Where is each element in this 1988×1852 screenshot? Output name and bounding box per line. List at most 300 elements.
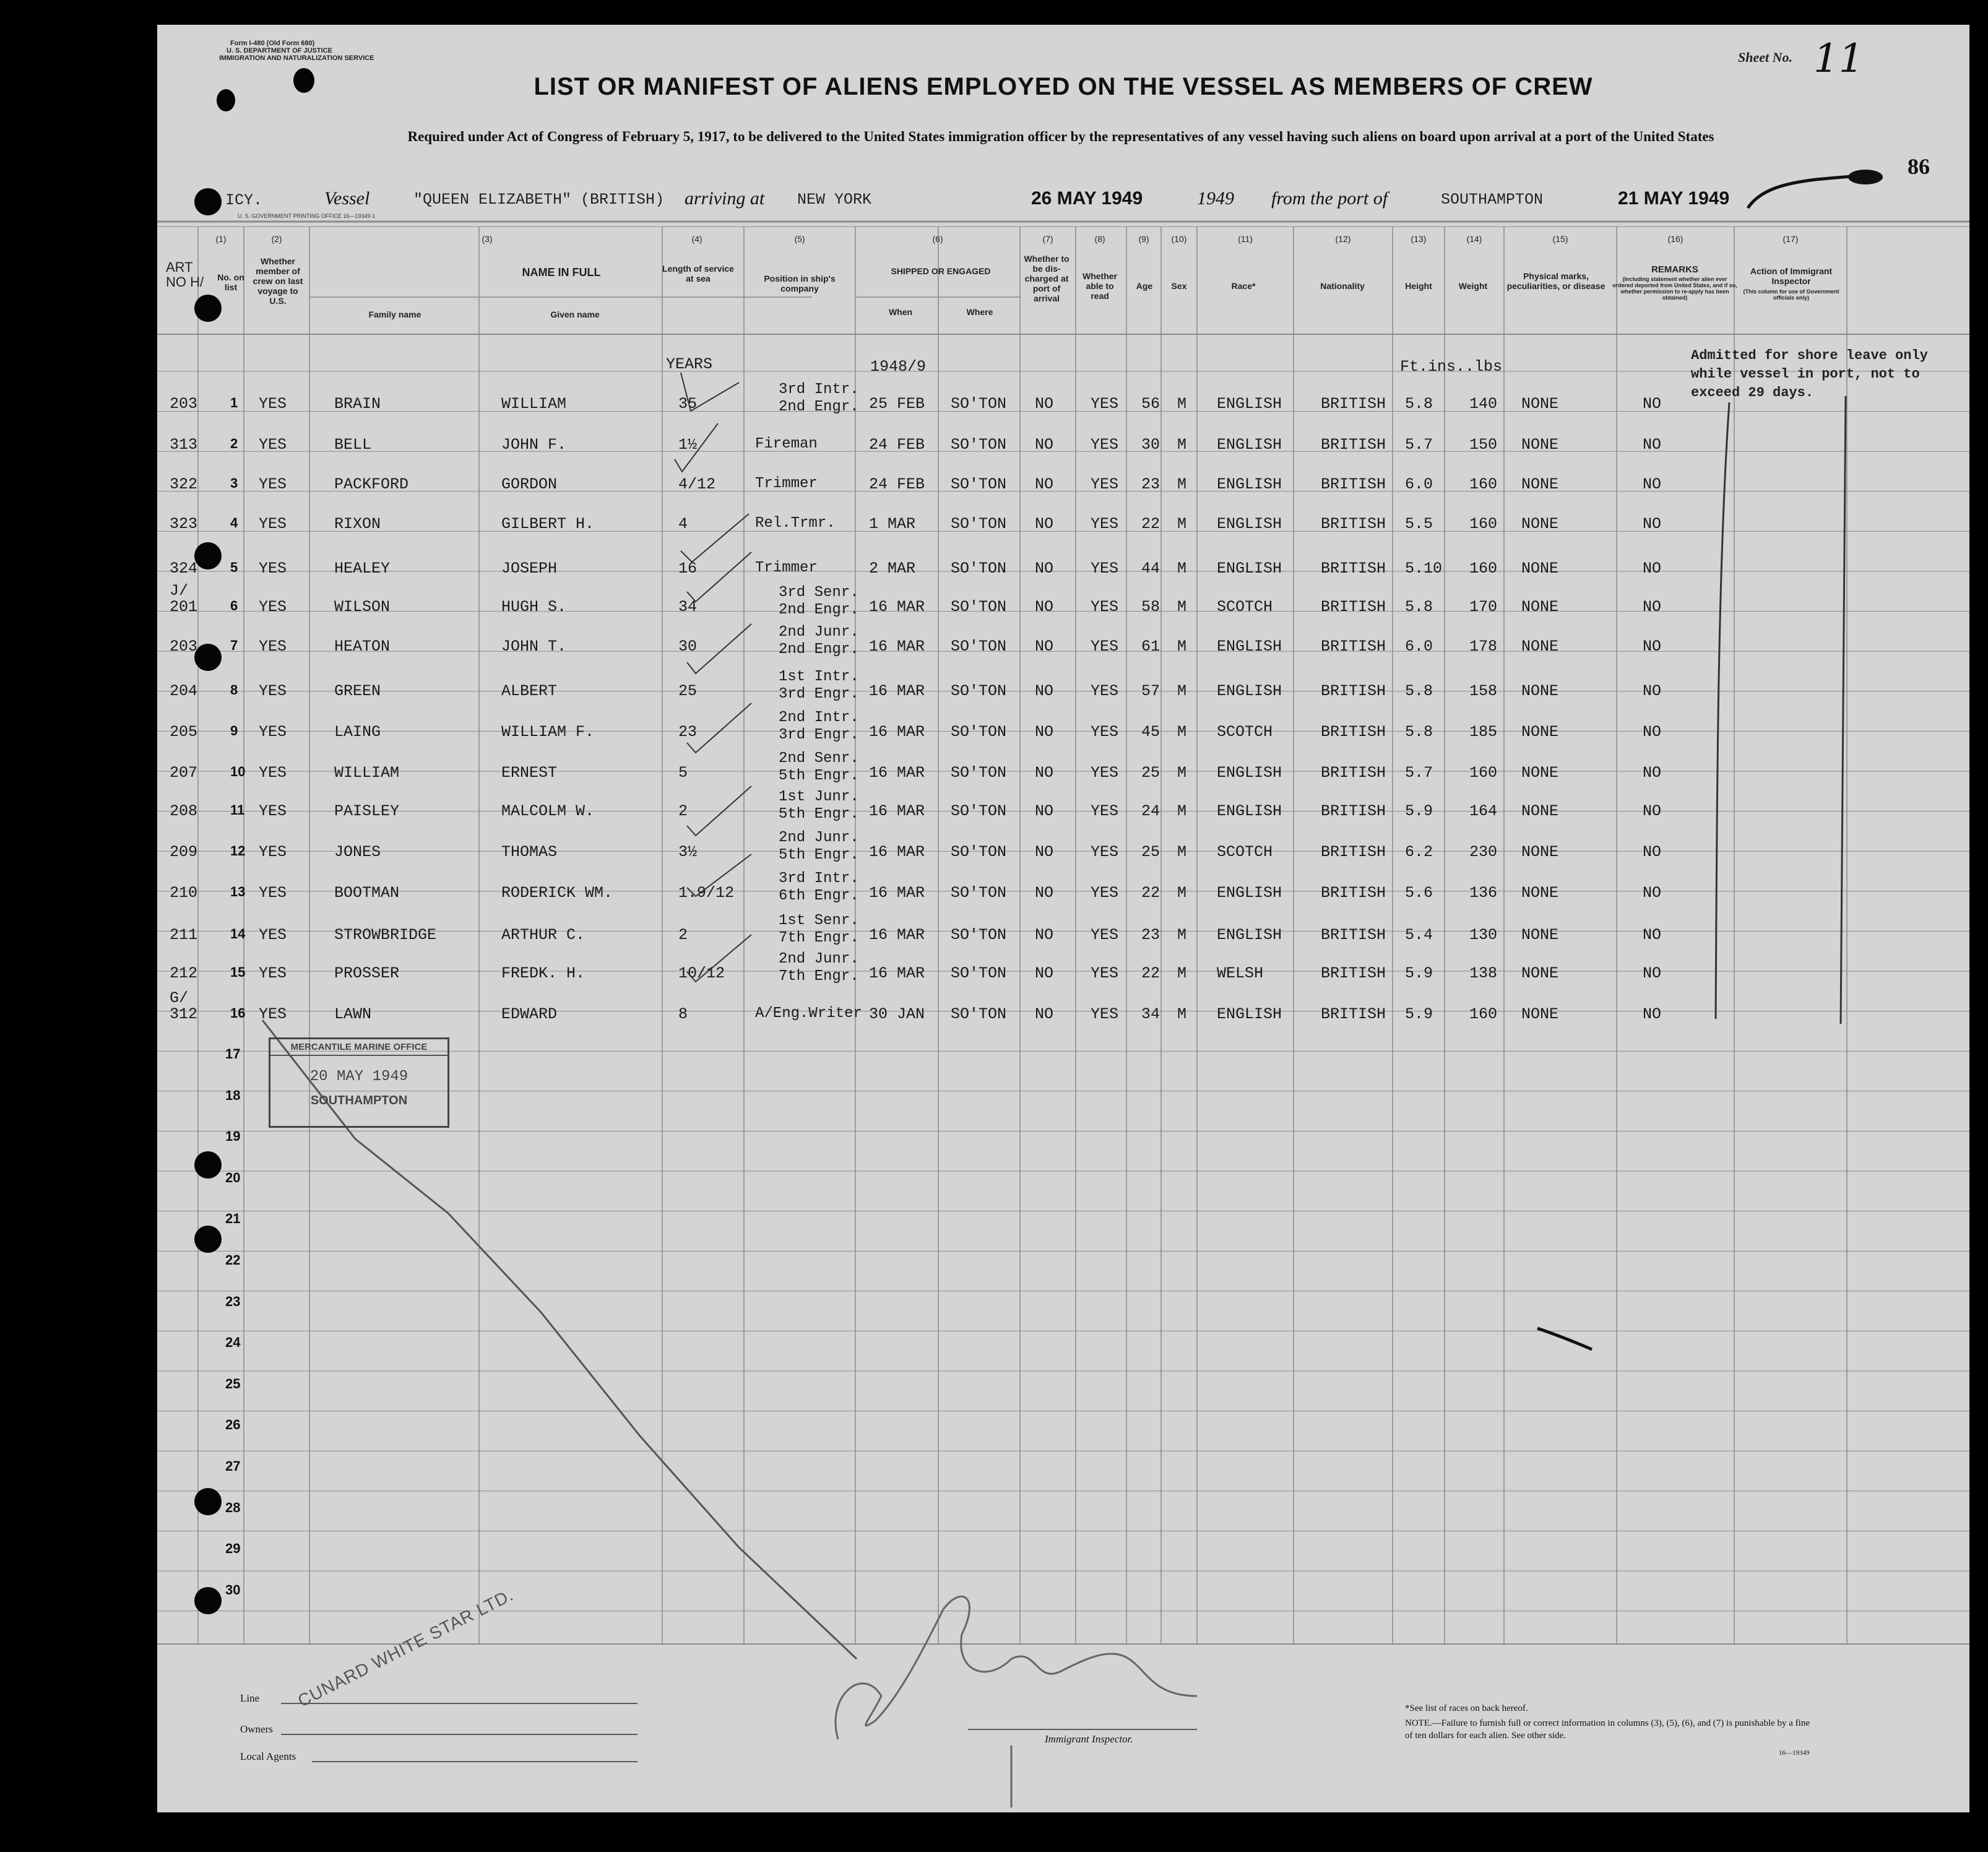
art-header: ART NO H/ — [166, 259, 204, 290]
printing-note: U. S. GOVERNMENT PRINTING OFFICE 16—19349-1 — [238, 213, 376, 219]
member-last-voyage: YES — [259, 560, 287, 578]
member-last-voyage: YES — [259, 395, 287, 413]
service-length: 25 — [678, 682, 698, 700]
list-number: 3 — [230, 475, 238, 491]
family-name: JONES — [334, 843, 381, 861]
remarks: NO — [1643, 843, 1662, 861]
shipped-when: 30 JAN — [869, 1005, 925, 1023]
discharged: NO — [1035, 884, 1054, 902]
height: 5.8 — [1405, 723, 1433, 741]
art-number: 208 — [170, 802, 198, 820]
footer-lines — [157, 25, 1969, 1812]
year-label: 1949 — [1197, 188, 1234, 209]
height: 6.0 — [1405, 475, 1433, 493]
column-number: (12) — [1335, 234, 1351, 244]
list-number: 13 — [230, 884, 246, 899]
position-line: 2nd Intr. — [779, 709, 859, 726]
family-name: PROSSER — [334, 964, 400, 982]
given-name: MALCOLM W. — [501, 802, 595, 820]
action-subheader: (This column for use of Government officials only) — [1743, 288, 1839, 301]
penalty-note: NOTE.—Failure to furnish full or correct information in columns (3), (5), (6), and (7) is punishable by a fine of ten dollars for each alien. See other side. — [1405, 1718, 1810, 1741]
nationality: BRITISH — [1321, 802, 1386, 820]
position-line: 5th Engr. — [779, 768, 859, 784]
nationality: BRITISH — [1321, 598, 1386, 616]
height: 5.4 — [1405, 926, 1433, 944]
position-line: 1st Intr. — [779, 669, 859, 685]
discharged: NO — [1035, 764, 1054, 782]
height: 5.8 — [1405, 598, 1433, 616]
list-number: 10 — [230, 764, 246, 779]
list-number: 1 — [230, 395, 238, 410]
art-number: 203 — [170, 638, 198, 656]
member-last-voyage: YES — [259, 638, 287, 656]
position-line: 2nd Junr. — [779, 951, 859, 967]
family-name: PAISLEY — [334, 802, 400, 820]
sex: M — [1177, 723, 1187, 741]
position-line: 2nd Junr. — [779, 829, 859, 846]
nationality: BRITISH — [1321, 436, 1386, 454]
height: 5.7 — [1405, 764, 1433, 782]
able-to-read: YES — [1091, 843, 1119, 861]
sex: M — [1177, 598, 1187, 616]
empty-line-number: 17 — [225, 1046, 241, 1062]
discharged: NO — [1035, 802, 1054, 820]
remarks-header: REMARKS — [1651, 264, 1698, 275]
sex: M — [1177, 436, 1187, 454]
service-length: 23 — [678, 723, 698, 741]
column-number: (6) — [932, 234, 943, 244]
stamp-line3: SOUTHAMPTON — [310, 1094, 408, 1107]
service-length: 10/12 — [678, 964, 725, 982]
family-name: BRAIN — [334, 395, 381, 413]
stamp-date: 20 MAY 1949 — [309, 1068, 408, 1085]
race: ENGLISH — [1217, 475, 1282, 493]
sex: M — [1177, 638, 1187, 656]
service-length: 30 — [678, 638, 698, 656]
physical-marks: NONE — [1521, 802, 1559, 820]
arriving-label: arriving at — [685, 188, 765, 209]
given-name: WILLIAM — [501, 395, 567, 413]
column-number: (2) — [271, 234, 282, 244]
age: 45 — [1141, 723, 1160, 741]
able-to-read: YES — [1091, 802, 1119, 820]
age: 30 — [1141, 436, 1160, 454]
service-length: 8 — [678, 1005, 688, 1023]
service-length: 2 — [678, 926, 688, 944]
race: ENGLISH — [1217, 802, 1282, 820]
position-line: 3rd Intr. — [779, 381, 859, 398]
age: 56 — [1141, 395, 1160, 413]
nationality: BRITISH — [1321, 843, 1386, 861]
race: ENGLISH — [1217, 515, 1282, 533]
weight: 138 — [1469, 964, 1498, 982]
height: 5.9 — [1405, 802, 1433, 820]
empty-line-number: 23 — [225, 1293, 241, 1309]
weight: 230 — [1469, 843, 1498, 861]
arrival-port: NEW YORK — [797, 191, 872, 209]
nationality: BRITISH — [1321, 884, 1386, 902]
race-header: Race* — [1231, 281, 1256, 291]
physical-marks: NONE — [1521, 964, 1559, 982]
weight: 160 — [1469, 475, 1498, 493]
member-last-voyage: YES — [259, 436, 287, 454]
art-number: 203 — [170, 395, 198, 413]
race: SCOTCH — [1217, 598, 1273, 616]
physical-marks: NONE — [1521, 843, 1559, 861]
nationality: BRITISH — [1321, 723, 1386, 741]
list-number: 2 — [230, 436, 238, 451]
sex: M — [1177, 515, 1187, 533]
service-length: 34 — [678, 598, 698, 616]
shore-leave-note: Admitted for shore leave only while vessel in port, not to exceed 29 days. — [1691, 348, 1928, 400]
discharged: NO — [1035, 964, 1054, 982]
position-line: 2nd Engr. — [779, 602, 859, 618]
vessel-prefix: ICY. — [225, 191, 263, 209]
shipped-when: 16 MAR — [869, 926, 925, 944]
age: 23 — [1141, 926, 1160, 944]
race: WELSH — [1217, 964, 1264, 982]
given-name: JOSEPH — [501, 560, 558, 578]
position-line: 3rd Engr. — [779, 727, 859, 743]
height: 5.5 — [1405, 515, 1433, 533]
family-name: GREEN — [334, 682, 381, 700]
position-line: 7th Engr. — [779, 930, 859, 946]
race: ENGLISH — [1217, 638, 1282, 656]
weight: 158 — [1469, 682, 1498, 700]
column-number: (13) — [1411, 234, 1427, 244]
races-note: *See list of races on back hereof. — [1405, 1703, 1528, 1713]
stamp-line1: MERCANTILE MARINE OFFICE — [270, 1039, 447, 1056]
physical-marks: NONE — [1521, 926, 1559, 944]
column-number: (14) — [1466, 234, 1482, 244]
family-name: WILLIAM — [334, 764, 400, 782]
shipped-where: SO'TON — [951, 802, 1007, 820]
line-label: Line — [240, 1692, 260, 1704]
nationality: BRITISH — [1321, 475, 1386, 493]
sex: M — [1177, 560, 1187, 578]
where-header: Where — [966, 307, 993, 317]
member-last-voyage: YES — [259, 682, 287, 700]
physical-marks: NONE — [1521, 764, 1559, 782]
sex-header: Sex — [1171, 281, 1187, 291]
height: 5.9 — [1405, 1005, 1433, 1023]
shipped-when: 16 MAR — [869, 843, 925, 861]
physical-marks: NONE — [1521, 682, 1559, 700]
column-number: (11) — [1238, 234, 1253, 244]
race: ENGLISH — [1217, 884, 1282, 902]
column-number: (7) — [1042, 234, 1053, 244]
age: 22 — [1141, 515, 1160, 533]
column-number: (15) — [1552, 234, 1568, 244]
years-unit: YEARS — [666, 355, 713, 373]
list-number: 15 — [230, 964, 246, 980]
physical-header: Physical marks, peculiarities, or disease — [1506, 271, 1606, 291]
physical-marks: NONE — [1521, 598, 1559, 616]
able-to-read: YES — [1091, 682, 1119, 700]
age: 58 — [1141, 598, 1160, 616]
empty-line-number: 20 — [225, 1169, 241, 1185]
sex: M — [1177, 1005, 1187, 1023]
age: 22 — [1141, 964, 1160, 982]
position-line: 2nd Senr. — [779, 750, 859, 767]
age: 44 — [1141, 560, 1160, 578]
remarks: NO — [1643, 964, 1662, 982]
art-number: 323 — [170, 515, 198, 533]
vessel-name: "QUEEN ELIZABETH" (BRITISH) — [413, 191, 665, 209]
manifest-sheet — [157, 25, 1969, 1812]
weight: 136 — [1469, 884, 1498, 902]
remarks: NO — [1643, 515, 1662, 533]
company-stamp: CUNARD WHITE STAR LTD. — [295, 1585, 517, 1711]
service-length: 4/12 — [678, 475, 716, 493]
height: 6.0 — [1405, 638, 1433, 656]
shipped-when: 16 MAR — [869, 964, 925, 982]
discharged: NO — [1035, 515, 1054, 533]
list-number: 14 — [230, 926, 246, 941]
form-id: Form I-480 (Old Form 680) — [230, 40, 315, 47]
remarks: NO — [1643, 723, 1662, 741]
remarks-subheader: (Including statement whether alien ever ordered deported from United States, and if so, whether permission to re-apply has been obtained) — [1612, 276, 1737, 301]
when-header: When — [888, 307, 913, 317]
art-number: 205 — [170, 723, 198, 741]
shipped-header: SHIPPED OR ENGAGED — [891, 266, 991, 276]
shipped-where: SO'TON — [951, 884, 1007, 902]
race: ENGLISH — [1217, 560, 1282, 578]
family-name: BELL — [334, 436, 372, 454]
shipped-when: 16 MAR — [869, 723, 925, 741]
member-last-voyage: YES — [259, 1005, 287, 1023]
position-line: 5th Engr. — [779, 806, 859, 823]
empty-line-number: 26 — [225, 1417, 241, 1433]
empty-line-number: 29 — [225, 1541, 241, 1557]
service-length: 3½ — [678, 843, 698, 861]
family-name: BOOTMAN — [334, 884, 400, 902]
weight: 130 — [1469, 926, 1498, 944]
able-to-read: YES — [1091, 560, 1119, 578]
discharged: NO — [1035, 1005, 1054, 1023]
sex: M — [1177, 802, 1187, 820]
empty-line-number: 27 — [225, 1458, 241, 1474]
discharged: NO — [1035, 395, 1054, 413]
list-number: 9 — [230, 723, 238, 738]
weight: 160 — [1469, 560, 1498, 578]
position-line: Rel.Trmr. — [755, 515, 836, 532]
able-read-header: Whether able to read — [1083, 271, 1117, 301]
sex: M — [1177, 926, 1187, 944]
nationality: BRITISH — [1321, 926, 1386, 944]
position-line: Trimmer — [755, 560, 818, 576]
departure-date: 21 MAY 1949 — [1618, 188, 1730, 209]
family-name-header: Family name — [368, 309, 421, 319]
position-header: Position in ship's company — [764, 274, 836, 293]
member-last-voyage: YES — [259, 475, 287, 493]
position-line: 7th Engr. — [779, 968, 859, 985]
from-port-label: from the port of — [1271, 188, 1388, 209]
height: 5.6 — [1405, 884, 1433, 902]
art-number: 209 — [170, 843, 198, 861]
discharged: NO — [1035, 843, 1054, 861]
remarks: NO — [1643, 475, 1662, 493]
discharged: NO — [1035, 682, 1054, 700]
able-to-read: YES — [1091, 926, 1119, 944]
height-header: Height — [1405, 281, 1432, 291]
position-line: 3rd Senr. — [779, 584, 859, 601]
owners-label: Owners — [240, 1723, 273, 1735]
age: 25 — [1141, 843, 1160, 861]
able-to-read: YES — [1091, 1005, 1119, 1023]
empty-line-number: 21 — [225, 1211, 241, 1227]
height: 6.2 — [1405, 843, 1433, 861]
column-number: (4) — [691, 234, 702, 244]
discharged: NO — [1035, 638, 1054, 656]
sex: M — [1177, 964, 1187, 982]
list-number: 7 — [230, 638, 238, 653]
position-line: 3rd Engr. — [779, 686, 859, 703]
discharged-header: Whether to be dis-charged at port of arrival — [1024, 254, 1070, 303]
no-on-list-header: No. on list — [217, 272, 244, 292]
name-in-full-header: NAME IN FULL — [522, 266, 601, 279]
empty-line-number: 19 — [225, 1128, 241, 1145]
column-number: (5) — [794, 234, 805, 244]
discharged: NO — [1035, 598, 1054, 616]
position-line: 1st Junr. — [779, 789, 859, 805]
art-number: 204 — [170, 682, 198, 700]
discharged: NO — [1035, 560, 1054, 578]
race: ENGLISH — [1217, 926, 1282, 944]
able-to-read: YES — [1091, 436, 1119, 454]
remarks: NO — [1643, 764, 1662, 782]
weight: 164 — [1469, 802, 1498, 820]
height: 5.7 — [1405, 436, 1433, 454]
discharged: NO — [1035, 475, 1054, 493]
empty-line-number: 18 — [225, 1087, 241, 1103]
list-number: 4 — [230, 515, 238, 530]
form-service: IMMIGRATION AND NATURALIZATION SERVICE — [219, 54, 374, 62]
art-number: 322 — [170, 475, 198, 493]
column-number: (3) — [482, 234, 493, 244]
shipped-when: 16 MAR — [869, 802, 925, 820]
remarks: NO — [1643, 638, 1662, 656]
sex: M — [1177, 884, 1187, 902]
position-line: 2nd Junr. — [779, 624, 859, 641]
family-name: PACKFORD — [334, 475, 409, 493]
remarks: NO — [1643, 395, 1662, 413]
given-name: EDWARD — [501, 1005, 558, 1023]
age: 25 — [1141, 764, 1160, 782]
race: ENGLISH — [1217, 764, 1282, 782]
from-port: SOUTHAMPTON — [1441, 191, 1544, 209]
age: 61 — [1141, 638, 1160, 656]
able-to-read: YES — [1091, 764, 1119, 782]
weight: 178 — [1469, 638, 1498, 656]
inspector-label: Immigrant Inspector. — [1045, 1733, 1133, 1745]
given-name: JOHN F. — [501, 436, 567, 454]
height: 5.8 — [1405, 395, 1433, 413]
shipped-when: 24 FEB — [869, 475, 925, 493]
action-header: Action of Immigrant Inspector — [1750, 266, 1833, 286]
nationality: BRITISH — [1321, 682, 1386, 700]
agents-label: Local Agents — [240, 1750, 296, 1762]
page-number: 86 — [1908, 154, 1930, 179]
age: 34 — [1141, 1005, 1160, 1023]
physical-marks: NONE — [1521, 1005, 1559, 1023]
shipped-where: SO'TON — [951, 764, 1007, 782]
nationality: BRITISH — [1321, 515, 1386, 533]
discharged: NO — [1035, 723, 1054, 741]
art-number: 207 — [170, 764, 198, 782]
shipped-where: SO'TON — [951, 395, 1007, 413]
length-service-header: Length of service at sea — [662, 264, 734, 283]
race: SCOTCH — [1217, 723, 1273, 741]
member-last-voyage: YES — [259, 802, 287, 820]
sex: M — [1177, 395, 1187, 413]
given-name: WILLIAM F. — [501, 723, 595, 741]
service-length: 4 — [678, 515, 688, 533]
age: 22 — [1141, 884, 1160, 902]
shipped-when: 16 MAR — [869, 638, 925, 656]
given-name: ERNEST — [501, 764, 558, 782]
family-name: HEALEY — [334, 560, 391, 578]
member-header: Whether member of crew on last voyage to U.S. — [253, 256, 303, 306]
list-number: 11 — [230, 802, 245, 818]
shipped-when: 16 MAR — [869, 598, 925, 616]
able-to-read: YES — [1091, 723, 1119, 741]
remarks: NO — [1643, 436, 1662, 454]
able-to-read: YES — [1091, 884, 1119, 902]
physical-marks: NONE — [1521, 638, 1559, 656]
shipped-when: 1 MAR — [869, 515, 916, 533]
shipped-when: 16 MAR — [869, 682, 925, 700]
member-last-voyage: YES — [259, 884, 287, 902]
nationality: BRITISH — [1321, 964, 1386, 982]
weight: 160 — [1469, 764, 1498, 782]
weight-header: Weight — [1458, 281, 1488, 291]
list-number: 5 — [230, 560, 238, 575]
member-last-voyage: YES — [259, 723, 287, 741]
weight: 185 — [1469, 723, 1498, 741]
shipped-when: 16 MAR — [869, 764, 925, 782]
sex: M — [1177, 764, 1187, 782]
member-last-voyage: YES — [259, 764, 287, 782]
nationality: BRITISH — [1321, 764, 1386, 782]
vessel-label: Vessel — [324, 188, 370, 209]
nationality-header: Nationality — [1320, 281, 1365, 291]
physical-marks: NONE — [1521, 395, 1559, 413]
art-number: G/ 312 — [170, 989, 198, 1023]
discharged: NO — [1035, 436, 1054, 454]
list-number: 16 — [230, 1005, 246, 1021]
family-name: HEATON — [334, 638, 391, 656]
able-to-read: YES — [1091, 395, 1119, 413]
shipped-where: SO'TON — [951, 1005, 1007, 1023]
column-number: (10) — [1171, 234, 1187, 244]
given-name-header: Given name — [550, 309, 600, 319]
position-line: 2nd Engr. — [779, 399, 859, 415]
service-length: 5 — [678, 764, 688, 782]
given-name: RODERICK WM. — [501, 884, 613, 902]
given-name: JOHN T. — [501, 638, 567, 656]
physical-marks: NONE — [1521, 475, 1559, 493]
member-last-voyage: YES — [259, 598, 287, 616]
nationality: BRITISH — [1321, 395, 1386, 413]
race: ENGLISH — [1217, 682, 1282, 700]
family-name: LAING — [334, 723, 381, 741]
position-line: 3rd Intr. — [779, 870, 859, 887]
nationality: BRITISH — [1321, 1005, 1386, 1023]
physical-marks: NONE — [1521, 884, 1559, 902]
column-number: (16) — [1667, 234, 1683, 244]
member-last-voyage: YES — [259, 964, 287, 982]
